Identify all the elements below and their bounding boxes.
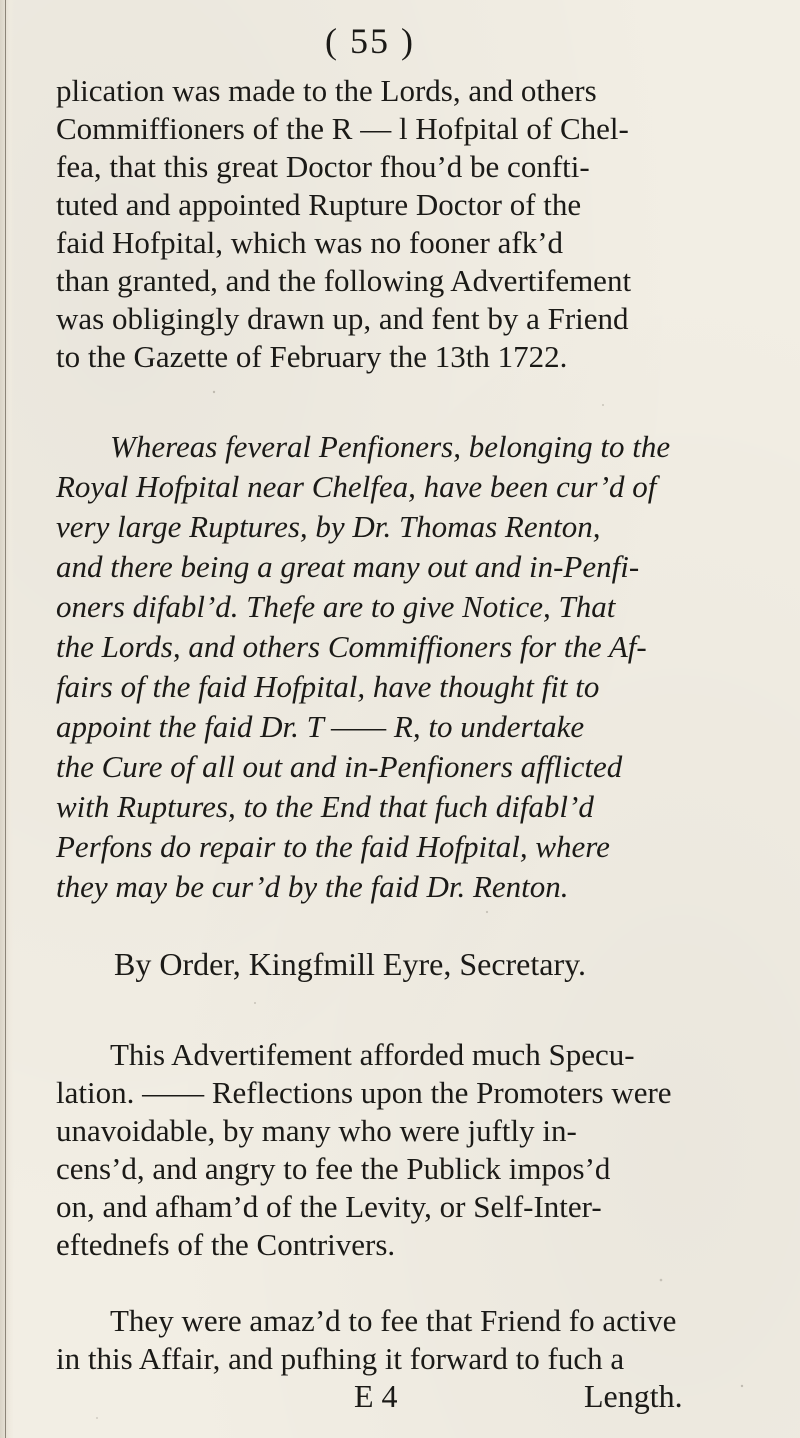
advertisement-line: Royal Hofpital near Chelfea, have been cur’d of [56,469,657,504]
text-line: than granted, and the following Advertifement [56,263,632,298]
text-line: fea, that this great Doctor fhou’d be confti- [56,149,590,184]
text-line: This Advertifement afforded much Specu- [110,1037,635,1072]
text-line: faid Hofpital, which was no fooner afk’d [56,225,564,260]
text-line: tuted and appointed Rupture Doctor of the [56,187,582,222]
advertisement-line: the Lords, and others Commiffioners for the Af- [56,629,647,664]
catchword: Length. [584,1378,683,1414]
advertisement-line: oners difabl’d. Thefe are to give Notice, That [56,589,616,624]
text-line: on, and afham’d of the Levity, or Self-Inter- [56,1189,602,1224]
text-line: in this Affair, and pufhing it forward to fuch a [56,1341,625,1376]
advertisement-line: Perfons do repair to the faid Hofpital, where [56,829,610,864]
text-line: lation. —— Reflections upon the Promoters were [56,1075,672,1110]
text-line: unavoidable, by many who were juftly in- [56,1113,577,1148]
binding-line [5,0,6,1438]
text-line: eftednefs of the Contrivers. [56,1227,396,1262]
text-line: to the Gazette of February the 13th 1722. [56,339,568,374]
advertisement-signature: By Order, Kingfmill Eyre, Secretary. [114,946,587,982]
advertisement-line: very large Ruptures, by Dr. Thomas Renton, [56,509,601,544]
advertisement-line: appoint the faid Dr. T —— R, to undertake [56,709,585,744]
text-line: was obligingly drawn up, and fent by a Friend [56,301,629,336]
text-line: They were amaz’d to fee that Friend fo active [110,1303,677,1338]
binding-edge [0,0,14,1438]
advertisement-line: and there being a great many out and in-Penfi- [56,549,640,584]
text-line: Commiffioners of the R — l Hofpital of Chel- [56,111,629,146]
signature-mark: E 4 [354,1378,398,1414]
advertisement-line: they may be cur’d by the faid Dr. Renton. [56,869,569,904]
advertisement-line: fairs of the faid Hofpital, have thought fit to [56,669,600,704]
advertisement-line: the Cure of all out and in-Penfioners afflicted [56,749,623,784]
advertisement-line: Whereas feveral Penfioners, belonging to the [110,429,671,464]
text-line: plication was made to the Lords, and others [56,73,597,108]
text-line: cens’d, and angry to fee the Publick impos’d [56,1151,611,1186]
page-number: ( 55 ) [325,21,415,61]
advertisement-line: with Ruptures, to the End that fuch difabl’d [56,789,594,824]
